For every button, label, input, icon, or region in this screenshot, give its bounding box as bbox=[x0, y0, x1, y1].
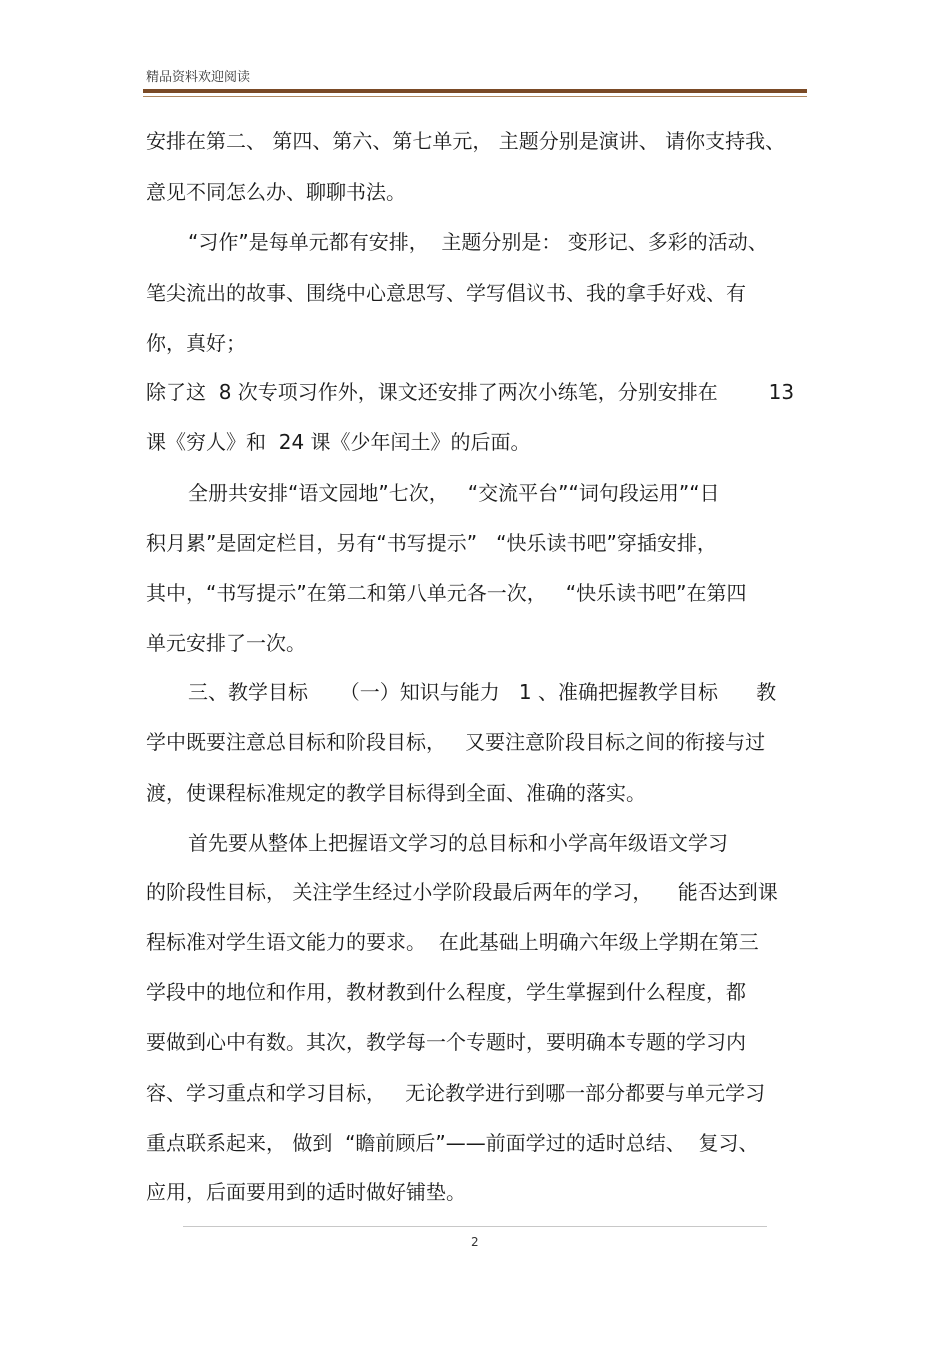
text-line: 应用，后面要用到的适时做好铺垫。 bbox=[146, 1180, 466, 1204]
text-line: 学段中的地位和作用，教材教到什么程度，学生掌握到什么程度，都 bbox=[146, 980, 746, 1004]
text-line: 积月累”是固定栏目，另有“书写提示” “快乐读书吧”穿插安排， bbox=[146, 531, 717, 555]
text-line: 重点联系起来， 做到 “瞻前顾后”——前面学过的适时总结、 复习、 bbox=[146, 1131, 759, 1155]
text-line: 课《穷人》和 24 课《少年闰土》的后面。 bbox=[146, 430, 531, 454]
header-rule-thick bbox=[143, 89, 807, 93]
text-line: “习作”是每单元都有安排， 主题分别是： 变形记、多彩的活动、 bbox=[188, 230, 768, 254]
footer-rule bbox=[183, 1226, 767, 1227]
text-line: 学中既要注意总目标和阶段目标， 又要注意阶段目标之间的衔接与过 bbox=[146, 730, 766, 754]
page-number: 2 bbox=[471, 1235, 479, 1249]
text-line: 安排在第二、 第四、第六、第七单元， 主题分别是演讲、 请你支持我、 bbox=[146, 129, 786, 153]
text-line: 除了这 8 次专项习作外，课文还安排了两次小练笔，分别安排在 13 bbox=[146, 380, 795, 404]
text-line: 容、学习重点和学习目标， 无论教学进行到哪一部分都要与单元学习 bbox=[146, 1081, 766, 1105]
text-line: 意见不同怎么办、聊聊书法。 bbox=[146, 180, 406, 204]
text-line: 你，真好； bbox=[146, 331, 246, 355]
text-line: 渡，使课程标准规定的教学目标得到全面、准确的落实。 bbox=[146, 781, 646, 805]
text-line: 首先要从整体上把握语文学习的总目标和小学高年级语文学习 bbox=[188, 831, 728, 855]
header-title: 精品资料欢迎阅读 bbox=[146, 70, 251, 85]
header-rule-thin bbox=[143, 96, 807, 97]
text-line: 笔尖流出的故事、围绕中心意思写、学写倡议书、我的拿手好戏、有 bbox=[146, 281, 746, 305]
text-line: 全册共安排“语文园地”七次， “交流平台”“词句段运用”“日 bbox=[188, 481, 720, 505]
text-line: 要做到心中有数。其次，教学每一个专题时，要明确本专题的学习内 bbox=[146, 1030, 746, 1054]
text-line: 的阶段性目标， 关注学生经过小学阶段最后两年的学习， 能否达到课 bbox=[146, 880, 778, 904]
text-line: 三、教学目标 （一）知识与能力 1 、准确把握教学目标 教 bbox=[188, 680, 777, 704]
text-line: 程标准对学生语文能力的要求。 在此基础上明确六年级上学期在第三 bbox=[146, 930, 759, 954]
text-line: 其中，“书写提示”在第二和第八单元各一次， “快乐读书吧”在第四 bbox=[146, 581, 747, 605]
text-line: 单元安排了一次。 bbox=[146, 631, 306, 655]
